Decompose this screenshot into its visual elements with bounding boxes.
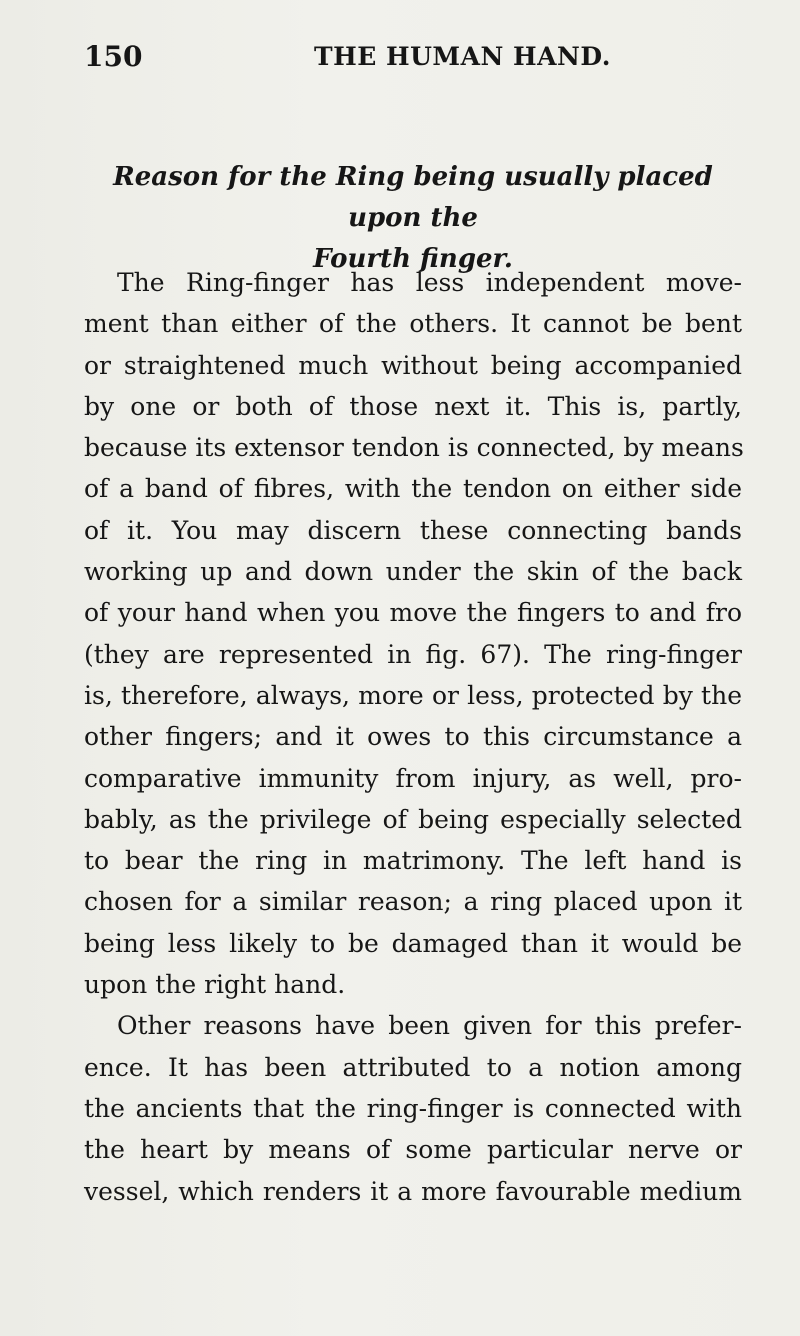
text-line: (they are represented in fig. 67). The ring-finger <box>84 639 742 669</box>
text-line: other fingers; and it owes to this circumstance a <box>84 722 742 752</box>
text-line: to bear the ring in matrimony. The left hand is <box>84 846 742 876</box>
running-head: THE HUMAN HAND. <box>314 42 611 71</box>
text-line: of a band of fibres, with the tendon on either side <box>84 474 742 504</box>
text-line: The Ring-finger has less independent move- <box>117 268 742 297</box>
page-header <box>84 40 740 76</box>
text-line: the ancients that the ring-finger is connected with <box>84 1093 742 1123</box>
text-line: Other reasons have been given for this prefer- <box>117 1011 742 1041</box>
page-number: 150 <box>84 40 143 73</box>
text-line: chosen for a similar reason; a ring placed upon it <box>84 887 742 917</box>
text-line: comparative immunity from injury, as well, pro- <box>84 763 742 793</box>
text-line: of your hand when you move the fingers to and fro <box>84 598 742 628</box>
text-line: ment than either of the others. It cannot be bent <box>84 309 742 339</box>
text-line: vessel, which renders it a more favourable medium <box>84 1176 742 1206</box>
text-line: or straightened much without being accompanied <box>84 350 742 380</box>
text-line: the heart by means of some particular nerve or <box>84 1135 742 1165</box>
section-title-line: Fourth finger. <box>313 244 513 274</box>
body-text <box>84 262 742 1212</box>
text-line: ence. It has been attributed to a notion among <box>84 1052 742 1082</box>
section-title-line: Reason for the Ring being usually placed upon the <box>113 162 713 233</box>
text-line: working up and down under the skin of the back <box>84 557 742 587</box>
text-line: by one or both of those next it. This is, partly, <box>84 391 742 421</box>
text-line: being less likely to be damaged than it would be <box>84 928 742 958</box>
text-line: is, therefore, always, more or less, protected by the <box>84 680 742 710</box>
text-line: because its extensor tendon is connected, by means <box>84 433 744 463</box>
text-line: of it. You may discern these connecting bands <box>84 515 742 545</box>
text-line: bably, as the privilege of being especially selected <box>84 804 742 834</box>
text-line: upon the right hand. <box>84 970 346 1000</box>
